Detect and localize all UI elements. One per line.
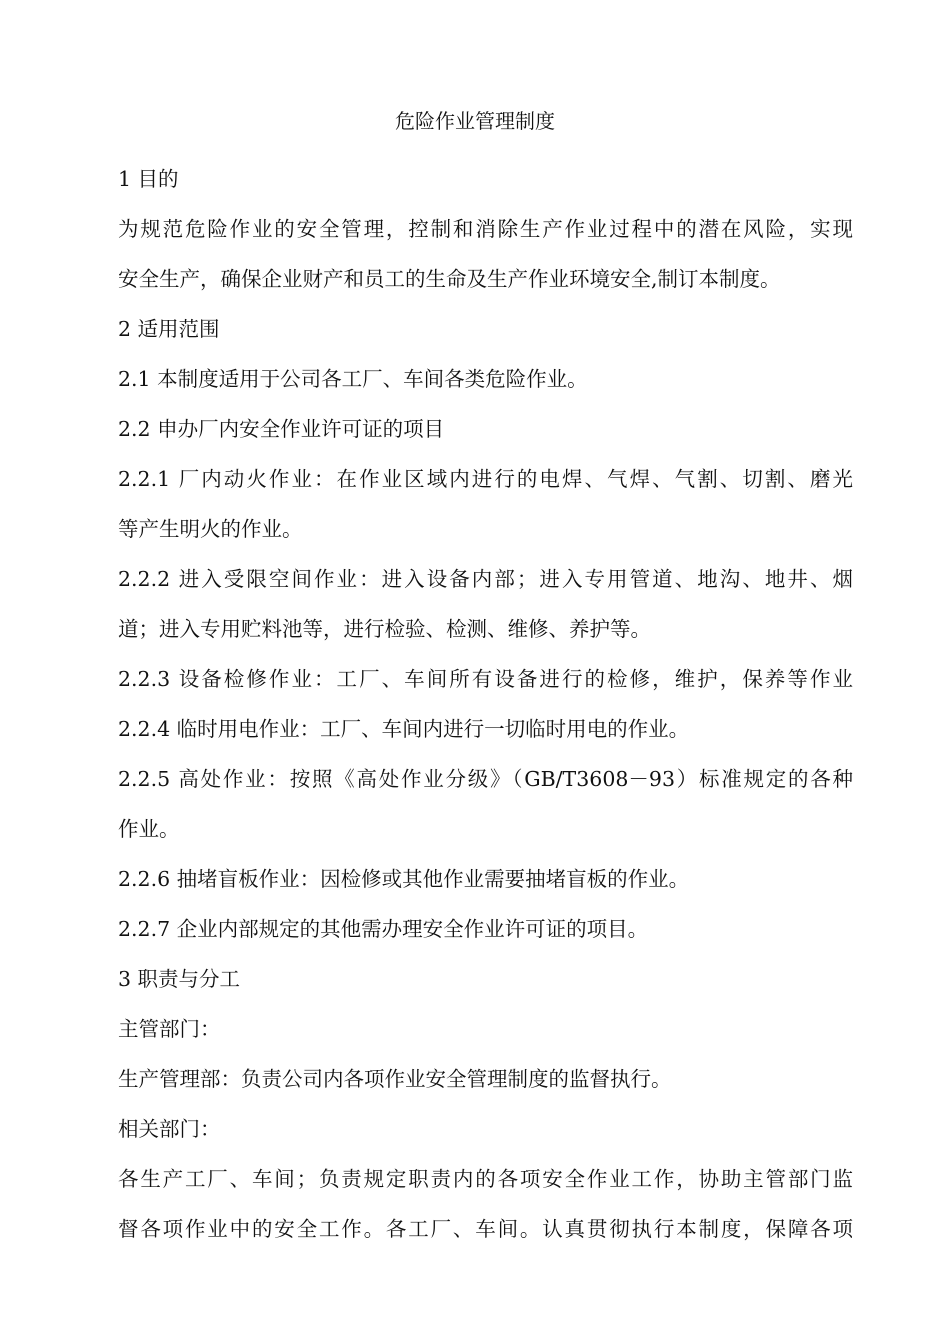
paragraph-line: 2.2.6 抽堵盲板作业：因检修或其他作业需要抽堵盲板的作业。 xyxy=(118,867,690,891)
paragraph-line: 2.2.7 企业内部规定的其他需办理安全作业许可证的项目。 xyxy=(118,917,649,941)
paragraph-line: 作业。 xyxy=(118,817,180,841)
paragraph-line: 相关部门： xyxy=(118,1117,221,1141)
paragraph-line: 2.2.4 临时用电作业：工厂、车间内进行一切临时用电的作业。 xyxy=(118,717,690,741)
paragraph-line: 1 目的 xyxy=(118,167,179,191)
paragraph-line: 2.2.3 设备检修作业：工厂、车间所有设备进行的检修，维护，保养等作业 xyxy=(118,667,853,691)
paragraph-line: 2.2.2 进入受限空间作业：进入设备内部；进入专用管道、地沟、地井、烟 xyxy=(118,567,853,591)
document-title: 危险作业管理制度 xyxy=(395,109,555,133)
paragraph-line: 2.2.5 高处作业：按照《高处作业分级》（GB/T3608－93）标准规定的各种 xyxy=(118,767,853,791)
paragraph-line: 2.2 申办厂内安全作业许可证的项目 xyxy=(118,417,445,441)
paragraph-line: 2.2.1 厂内动火作业：在作业区域内进行的电焊、气焊、气割、切割、磨光 xyxy=(118,467,853,491)
paragraph-line: 2 适用范围 xyxy=(118,317,220,341)
paragraph-line: 3 职责与分工 xyxy=(118,967,241,991)
paragraph-line: 道；进入专用贮料池等，进行检验、检测、维修、养护等。 xyxy=(118,617,651,641)
paragraph-line: 各生产工厂、车间；负责规定职责内的各项安全作业工作，协助主管部门监 xyxy=(118,1167,853,1191)
paragraph-line: 2.1 本制度适用于公司各工厂、车间各类危险作业。 xyxy=(118,367,588,391)
document-body xyxy=(118,154,853,1254)
paragraph-line: 安全生产，确保企业财产和员工的生命及生产作业环境安全,制订本制度。 xyxy=(118,267,781,291)
paragraph-line: 生产管理部：负责公司内各项作业安全管理制度的监督执行。 xyxy=(118,1067,672,1091)
paragraph-line: 主管部门： xyxy=(118,1017,221,1041)
paragraph-line: 为规范危险作业的安全管理，控制和消除生产作业过程中的潜在风险，实现 xyxy=(118,217,853,241)
paragraph-line: 督各项作业中的安全工作。各工厂、车间。认真贯彻执行本制度，保障各项 xyxy=(118,1217,853,1241)
paragraph-line: 等产生明火的作业。 xyxy=(118,517,303,541)
